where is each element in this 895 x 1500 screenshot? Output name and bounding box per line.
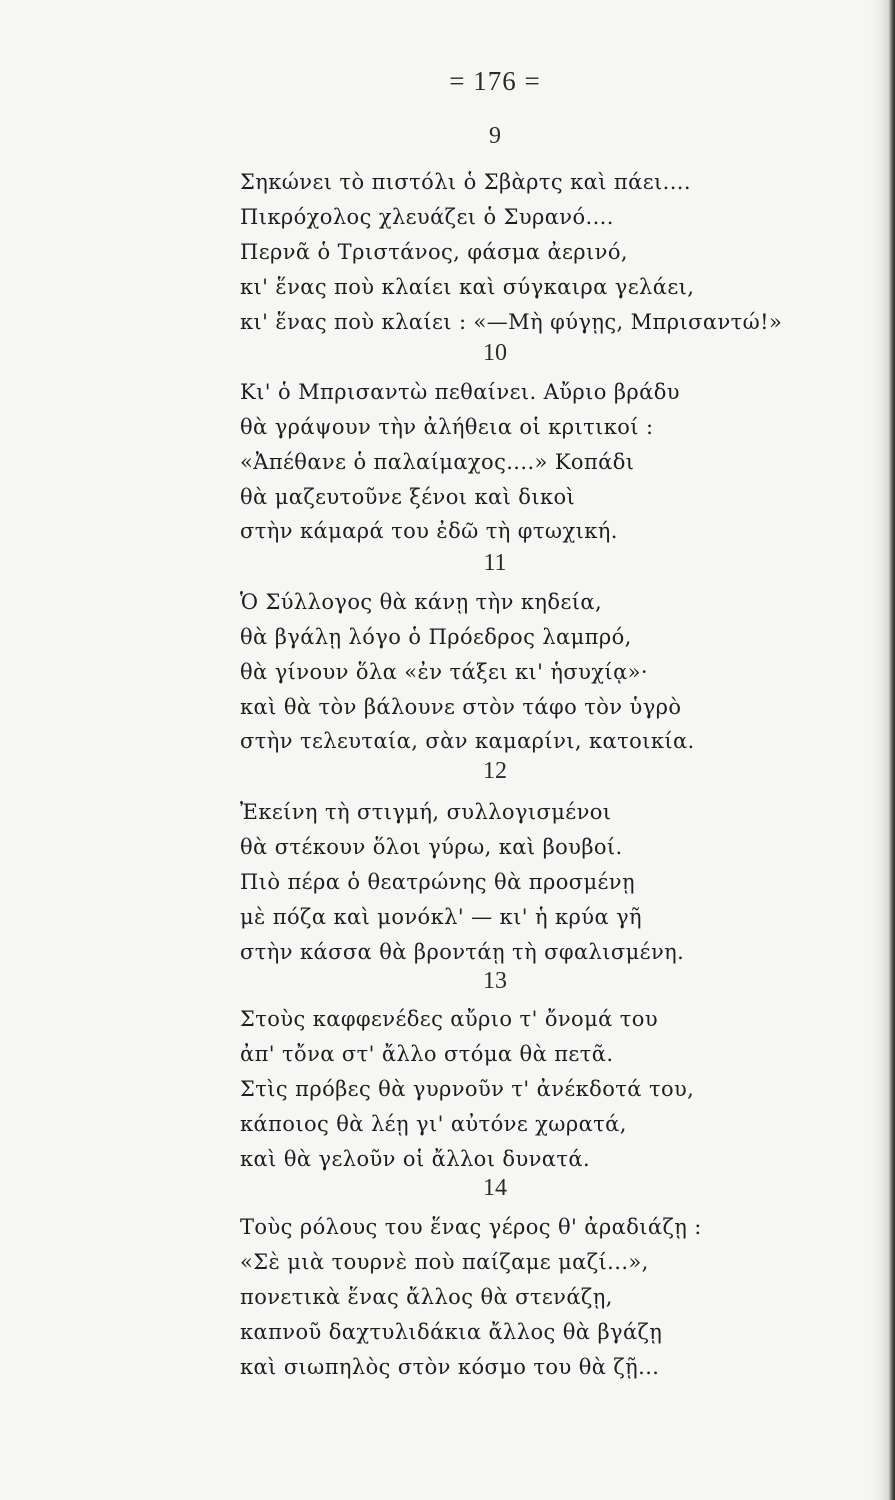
verse-line: Κι' ὁ Μπρισαντὼ πεθαίνει. Αὔριο βράδυ	[240, 380, 680, 404]
verse-line: Πικρόχολος χλευάζει ὁ Συρανό....	[240, 205, 614, 229]
verse-line: καὶ θὰ τὸν βάλουνε στὸν τάφο τὸν ὑγρὸ	[240, 695, 682, 719]
verse-line: «Σὲ μιὰ τουρνὲ ποὺ παίζαμε μαζί...»,	[240, 1250, 649, 1274]
verse-line: «Ἀπέθανε ὁ παλαίμαχος....» Κοπάδι	[240, 450, 635, 474]
verse-line: θὰ βγάλῃ λόγο ὁ Πρόεδρος λαμπρό,	[240, 625, 632, 649]
verse-line: κι' ἕνας ποὺ κλαίει καὶ σύγκαιρα γελάει,	[240, 275, 695, 299]
verse-line: στὴν κάμαρά του ἐδῶ τὴ φτωχική.	[240, 519, 618, 543]
verse-line: μὲ πόζα καὶ μονόκλ' — κι' ἡ κρύα γῆ	[240, 905, 643, 929]
verse-line: Στοὺς καφφενέδες αὔριο τ' ὄνομά του	[240, 1007, 659, 1031]
verse-line: Σηκώνει τὸ πιστόλι ὁ Σβὰρτς καὶ πάει....	[240, 170, 691, 194]
verse-line: στὴν κάσσα θὰ βροντάῃ τὴ σφαλισμένη.	[240, 940, 685, 964]
verse-line: πονετικὰ ἕνας ἄλλος θὰ στενάζῃ,	[240, 1285, 613, 1309]
verse-line: θὰ στέκουν ὅλοι γύρω, καὶ βουβοί.	[240, 835, 623, 859]
verse-line: Ὁ Σύλλογος θὰ κάνῃ τὴν κηδεία,	[240, 590, 603, 614]
verse-line: θὰ γίνουν ὅλα «ἐν τάξει κι' ἡσυχίᾳ»·	[240, 660, 648, 684]
stanza-number: 10	[483, 340, 507, 366]
verse-line: ἀπ' τὄνα στ' ἄλλο στόμα θὰ πετᾶ.	[240, 1042, 614, 1066]
stanza-number: 9	[489, 123, 501, 149]
verse-line: Πιὸ πέρα ὁ θεατρώνης θὰ προσμένῃ	[240, 870, 635, 894]
verse-line: στὴν τελευταία, σὰν καμαρίνι, κατοικία.	[240, 729, 695, 753]
verse-line: κάποιος θὰ λέῃ γι' αὐτόνε χωρατά,	[240, 1112, 627, 1136]
verse-line: Στὶς πρόβες θὰ γυρνοῦν τ' ἀνέκδοτά του,	[240, 1077, 695, 1101]
verse-line: Ἐκείνη τὴ στιγμή, συλλογισμένοι	[240, 800, 612, 824]
stanza-number: 12	[483, 758, 507, 784]
verse-line: Περνᾶ ὁ Τριστάνος, φάσμα ἀερινό,	[240, 240, 628, 264]
verse-line: Τοὺς ρόλους του ἕνας γέρος θ' ἀραδιάζῃ :	[240, 1215, 702, 1239]
verse-line: καὶ σιωπηλὸς στὸν κόσμο του θὰ ζῇ...	[240, 1355, 660, 1379]
verse-line: καπνοῦ δαχτυλιδάκια ἄλλος θὰ βγάζῃ	[240, 1320, 663, 1344]
verse-line: θὰ γράψουν τὴν ἀλήθεια οἱ κριτικοί :	[240, 415, 654, 439]
verse-line: καὶ θὰ γελοῦν οἱ ἄλλοι δυνατά.	[240, 1147, 591, 1171]
stanza-number: 11	[483, 550, 507, 576]
page-number-header: = 176 =	[449, 66, 541, 96]
stanza-number: 14	[483, 1175, 507, 1201]
page-edge-shadow	[869, 0, 895, 1500]
verse-line: θὰ μαζευτοῦνε ξένοι καὶ δικοὶ	[240, 485, 576, 509]
stanza-number: 13	[483, 968, 507, 994]
verse-line: κι' ἕνας ποὺ κλαίει : «—Μὴ φύγῃς, Μπρισαντώ!»	[240, 310, 783, 334]
